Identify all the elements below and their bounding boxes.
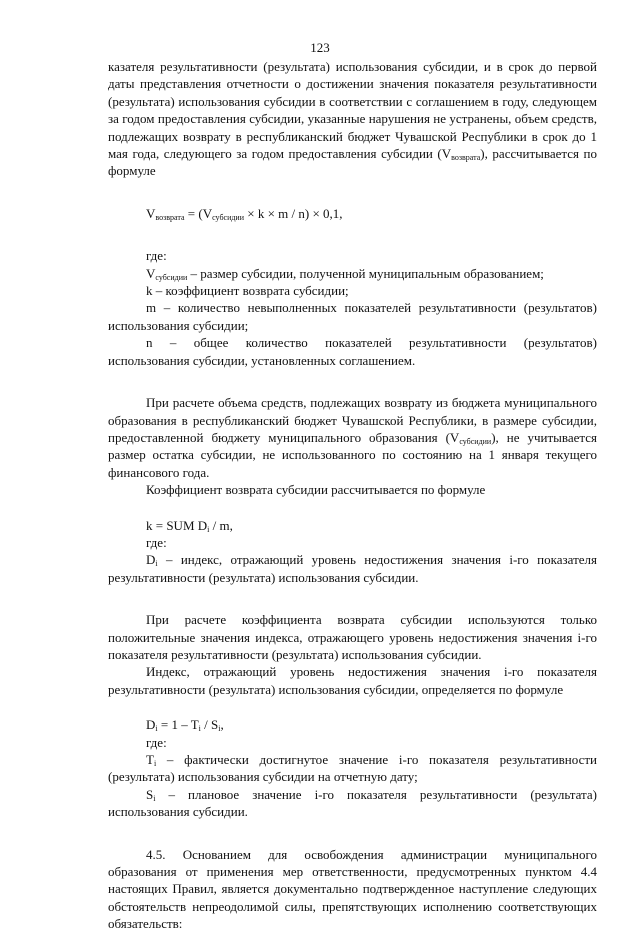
page-number: 123 xyxy=(310,40,330,55)
paragraph-coefficient-intro: Коэффициент возврата субсидии рассчитывается по формуле xyxy=(146,482,486,498)
definition-v-subsidy xyxy=(108,265,597,282)
where-label: где: xyxy=(146,734,167,750)
text: / S xyxy=(200,717,219,733)
text: S xyxy=(146,786,154,802)
text: = (V xyxy=(184,205,213,221)
text: V xyxy=(146,265,156,281)
paragraph-positive-index: При расчете коэффициента возврата субсидии используются только положительные значения индекса, отражающего уровень недостижения значения i-го показателя результативности (результата) использования субсидии. xyxy=(108,612,597,662)
subscript: i xyxy=(155,559,158,569)
text: V xyxy=(146,205,156,221)
text: – плановое значение i-го показателя результативности (результата) использования субсидии. xyxy=(108,786,597,820)
subscript: субсидии xyxy=(212,212,244,222)
text: – фактически достигнутое значение i-го показателя результативности (результата) использования субсидии на отчетную дату; xyxy=(108,752,597,785)
subscript: субсидии xyxy=(459,436,492,446)
paragraph-refund-calculation xyxy=(108,394,597,481)
subscript: возврата xyxy=(155,212,185,222)
text: = 1 – T xyxy=(157,717,199,733)
text: – размер субсидии, полученной муниципальным образованием; xyxy=(187,265,544,281)
definition-k: k – коэффициент возврата субсидии; xyxy=(146,283,349,299)
definition-s xyxy=(108,786,597,821)
document-body xyxy=(108,58,597,933)
definition-m: m – количество невыполненных показателей результативности (результатов) использования субсидии; xyxy=(108,300,597,333)
text: ), рассчитывается по формуле xyxy=(108,146,597,179)
paragraph-continuation xyxy=(108,58,597,180)
text: D xyxy=(146,717,156,733)
text: ), не учитывается размер остатка субсидии, не использованного по состоянию на 1 января текущего финансового года. xyxy=(108,429,597,480)
text: При расчете объема средств, подлежащих возврату из бюджета муниципального образования в республиканский бюджет Чувашской Республики, в размере субсидии, предоставленной бюджету муниципального образования (V xyxy=(108,395,597,445)
subscript: субсидии xyxy=(155,272,188,282)
formula-index xyxy=(108,716,597,733)
definition-t xyxy=(108,751,597,786)
text: T xyxy=(146,752,154,767)
subscript: i xyxy=(153,793,156,803)
subscript: i xyxy=(153,759,157,768)
paragraph-4-5: 4.5. Основанием для освобождения администрации муниципального образования от применения мер ответственности, предусмотренных пунктом 4.4 настоящих Правил, является документально подтвержденное наступление следующих обстоятельств непреодолимой силы, препятствующих исполнению соответствующих обязательств: xyxy=(108,846,597,932)
subscript: i xyxy=(198,724,201,734)
definition-n: n – общее количество показателей результативности (результатов) использования субсидии, установленных соглашением. xyxy=(108,335,597,368)
formula-refund-amount xyxy=(108,205,597,222)
formula-coefficient xyxy=(108,517,597,534)
text: k = SUM D xyxy=(146,517,208,533)
definition-d xyxy=(108,551,597,586)
text: , xyxy=(220,717,224,733)
text: D xyxy=(146,552,156,568)
subscript: возврата xyxy=(451,153,481,163)
where-label: где: xyxy=(146,248,167,264)
where-label: где: xyxy=(146,534,167,550)
subscript: i xyxy=(207,524,210,534)
subscript: i xyxy=(155,724,158,734)
paragraph-index-intro: Индекс, отражающий уровень недостижения значения i-го показателя результативности (результата) использования субсидии, определяется по формуле xyxy=(108,664,597,697)
subscript: i xyxy=(218,724,221,734)
text: – индекс, отражающий уровень недостижения значения i-го показателя результативности (результата) использования субсидии. xyxy=(108,552,597,585)
text: × k × m / n) × 0,1, xyxy=(243,205,343,221)
text: / m, xyxy=(209,517,233,533)
text: казателя результативности (результата) использования субсидии, и в срок до первой даты представления отчетности о достижении значения показателя результативности (результата) использования субсидии в соответствии с соглашением в году, следующем за годом предоставления субсидии, указанные нарушения не устранены, объем средств, подлежащих возврату в республиканский бюджет Чувашской Республики в срок до 1 мая года, следующего за годом предоставления субсидии (V xyxy=(108,59,597,162)
